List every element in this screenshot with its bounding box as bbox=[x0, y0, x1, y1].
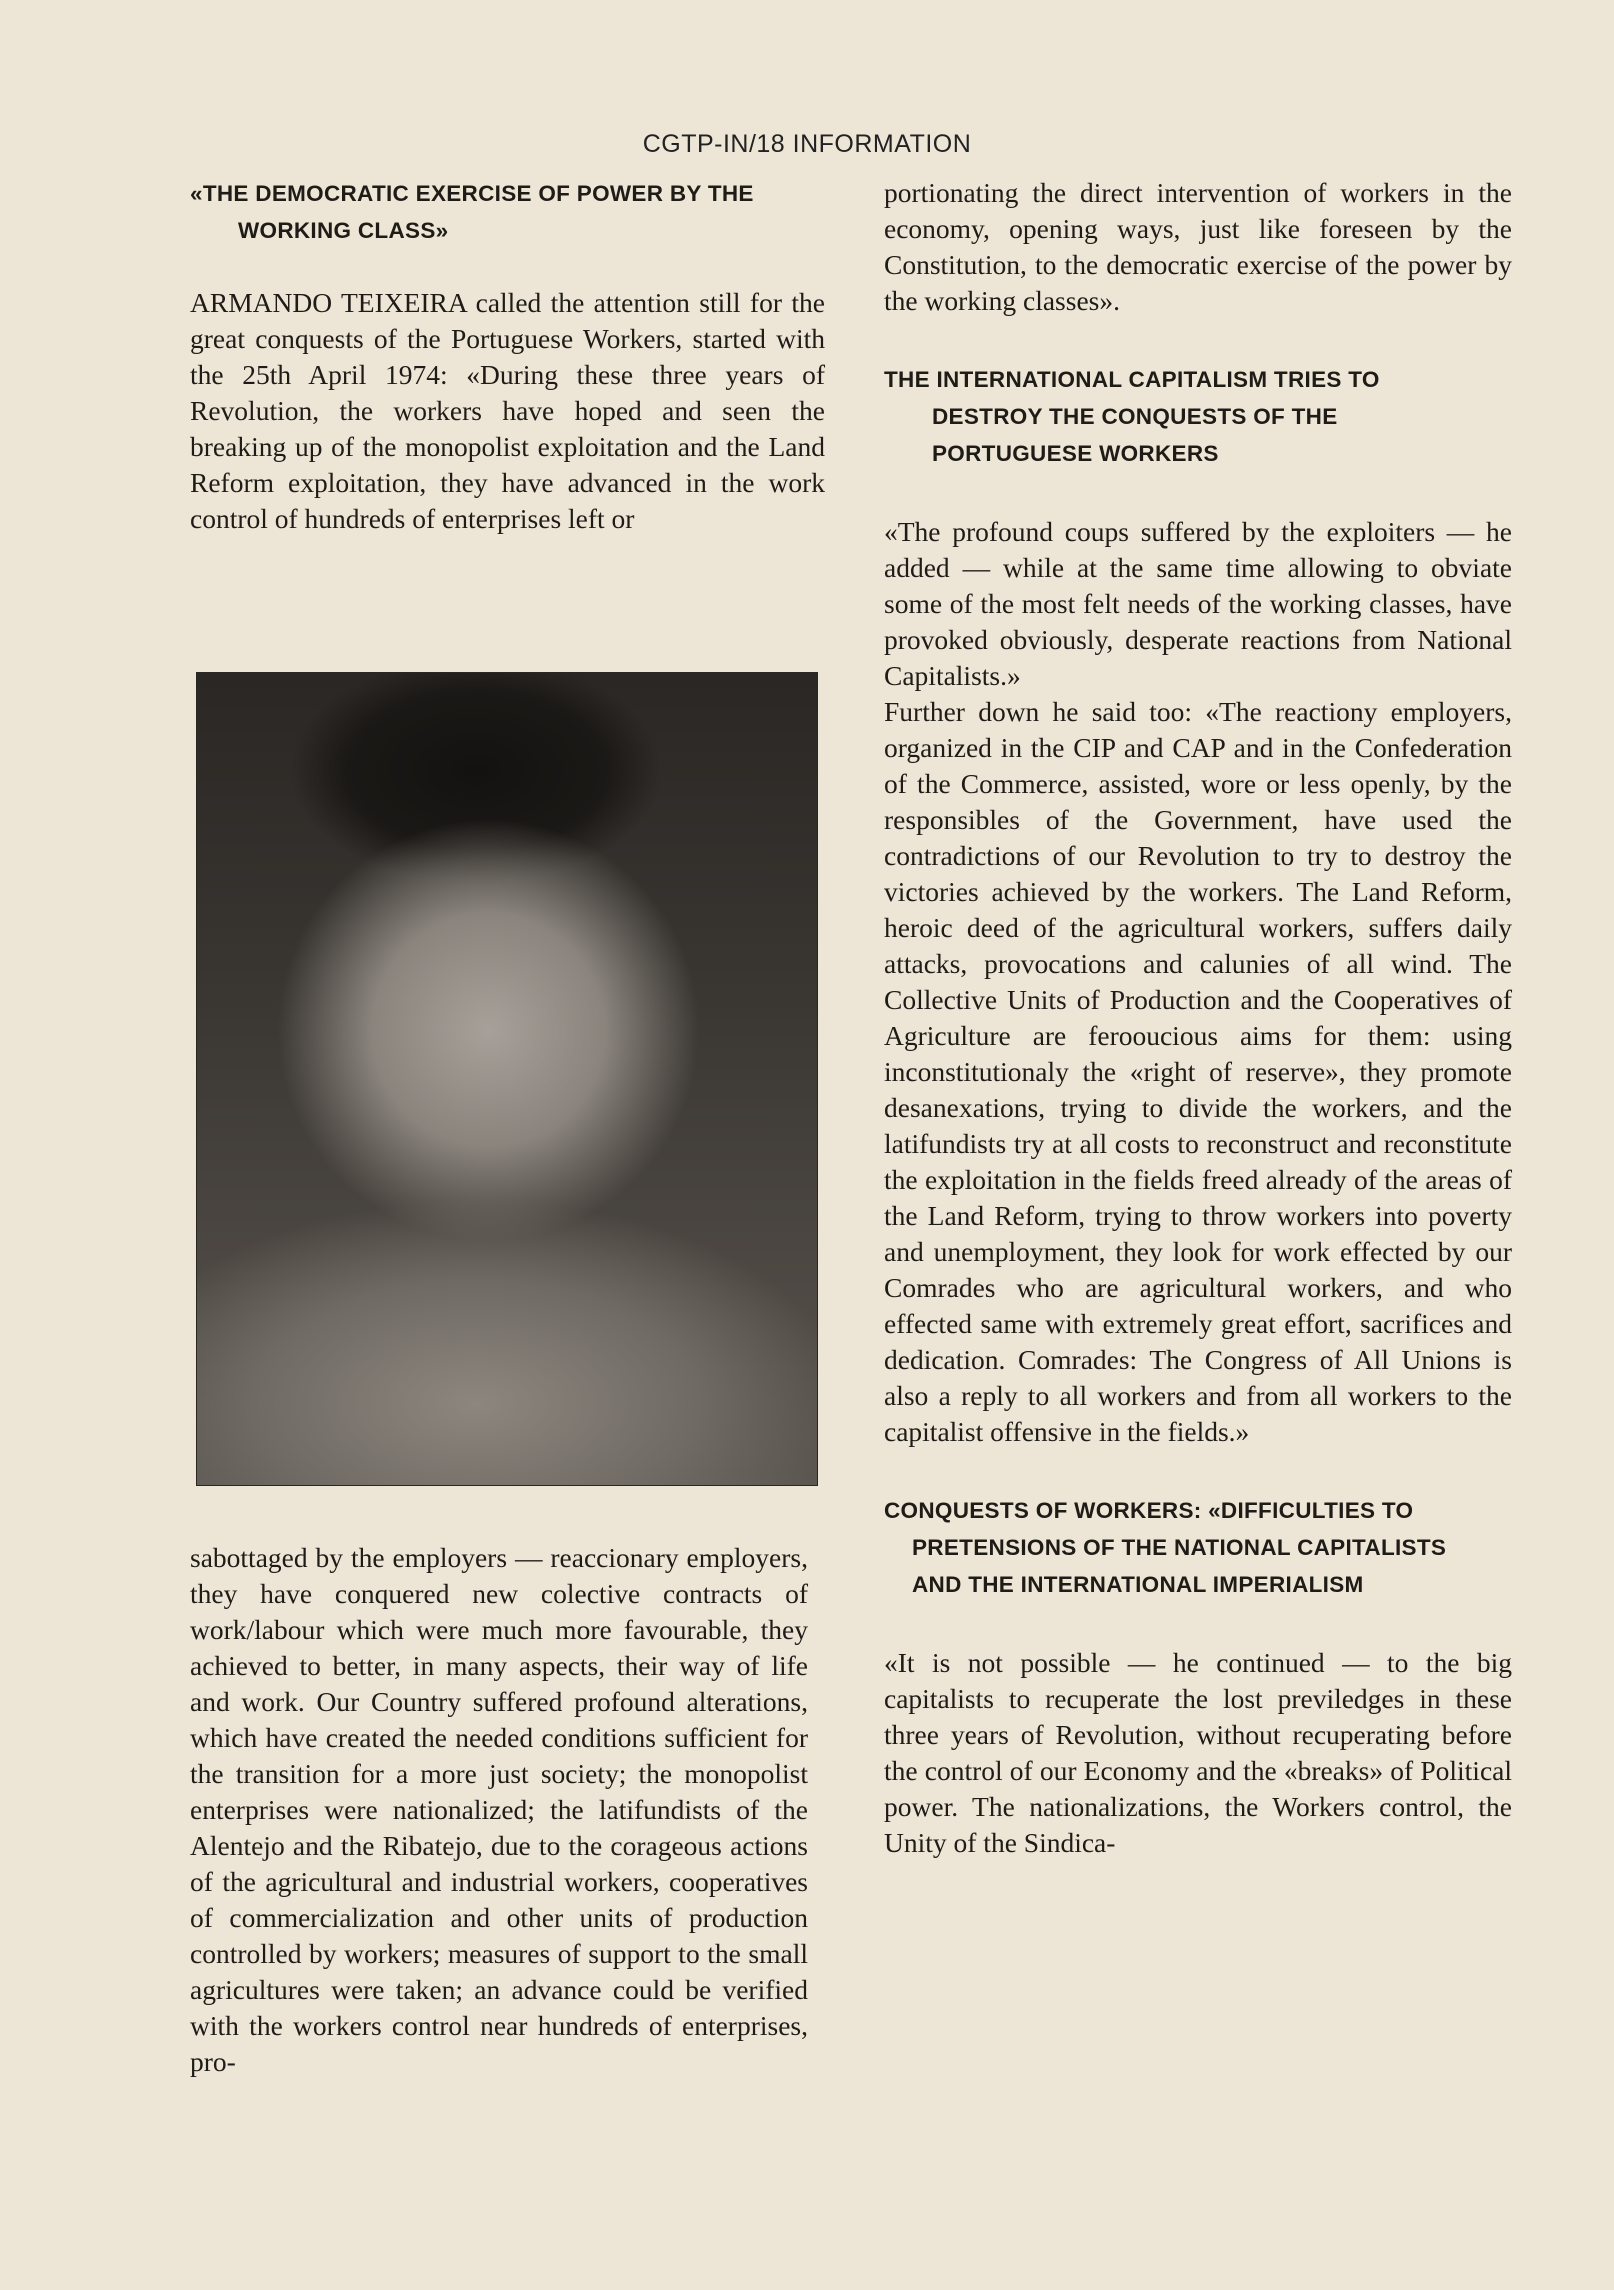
portrait-photo bbox=[196, 672, 818, 1486]
section-heading-democratic-exercise bbox=[190, 175, 825, 249]
heading-line: «THE DEMOCRATIC EXERCISE OF POWER BY THE bbox=[190, 181, 754, 206]
page-header: CGTP-IN/18 INFORMATION bbox=[642, 130, 972, 158]
left-column-bottom bbox=[190, 1540, 808, 2080]
article-paragraph: Further down he said too: «The reactiony employers, organized in the CIP and CAP and in the Confederation of the Commerce, assisted, wore or less openly, by the responsibles of the Government, have used the contradictions of our Revolution to try to destroy the victories achieved by the workers. The Land Reform, heroic deed of the agricultural workers, suffers daily attacks, provocations and calunies of all wind. The Collective Units of Production and the Cooperatives of Agriculture are ferooucious aims for them: using inconstitutionaly the «right of reserve», they promote desanexations, trying to divide the workers, and the latifundists try at all costs to reconstruct and reconstitute the exploitation in the fields freed already of the areas of the Land Reform, trying to throw workers into poverty and unemployment, they look for work effected by our Comrades who are agricultural workers, and who effected same with extremely great effort, sacrifices and dedication. Comrades: The Congress of All Unions is also a reply to all workers and from all workers to the capitalist offensive in the fields.» bbox=[884, 696, 1512, 1447]
article-paragraph: «It is not possible — he continued — to the big capitalists to recuperate the lost previledges in these three years of Revolution, without recuperating before the control of our Economy and the «breaks» of Political power. The nationalizations, the Workers control, the Unity of the Sindica- bbox=[884, 1647, 1512, 1858]
heading-line: THE INTERNATIONAL CAPITALISM TRIES TO bbox=[884, 367, 1380, 392]
heading-line: AND THE INTERNATIONAL IMPERIALISM bbox=[912, 1572, 1364, 1597]
heading-line: PRETENSIONS OF THE NATIONAL CAPITALISTS bbox=[912, 1535, 1447, 1560]
right-column bbox=[884, 175, 1512, 1861]
heading-line: DESTROY THE CONQUESTS OF THE bbox=[932, 404, 1338, 429]
article-paragraph: ARMANDO TEIXEIRA called the attention still for the great conquests of the Portuguese Workers, started with the 25th April 1974: «During these three years of Revolution, the workers have hoped and seen the breaking up of the monopolist exploitation and the Land Reform exploitation, they have advanced in the work control of hundreds of enterprises left or bbox=[190, 287, 825, 534]
section-heading-international-capitalism bbox=[884, 361, 1512, 472]
left-column-top bbox=[190, 175, 825, 537]
heading-line: PORTUGUESE WORKERS bbox=[932, 441, 1219, 466]
article-paragraph: sabottaged by the employers — reaccionary employers, they have conquered new colective contracts of work/labour which were much more favourable, they achieved to better, in many aspects, their way of life and work. Our Country suffered profound alterations, which have created the needed conditions sufficient for the transition for a more just society; the monopolist enterprises were nationalized; the latifundists of the Alentejo and the Ribatejo, due to the corageous actions of the agricultural and industrial workers, cooperatives of commercialization and other units of production controlled by workers; measures of support to the small agricultures were taken; an advance could be verified with the workers control near hundreds of enterprises, pro- bbox=[190, 1542, 808, 2077]
heading-line: WORKING CLASS» bbox=[238, 218, 449, 243]
section-heading-conquests-of-workers bbox=[884, 1492, 1512, 1603]
article-paragraph: portionating the direct intervention of workers in the economy, opening ways, just like foreseen by the Constitution, to the democratic exercise of the power by the working classes». bbox=[884, 177, 1512, 316]
heading-line: CONQUESTS OF WORKERS: «DIFFICULTIES TO bbox=[884, 1498, 1414, 1523]
article-paragraph: «The profound coups suffered by the exploiters — he added — while at the same time allowing to obviate some of the most felt needs of the working classes, have provoked obviously, desperate reactions from National Capitalists.» bbox=[884, 516, 1512, 691]
